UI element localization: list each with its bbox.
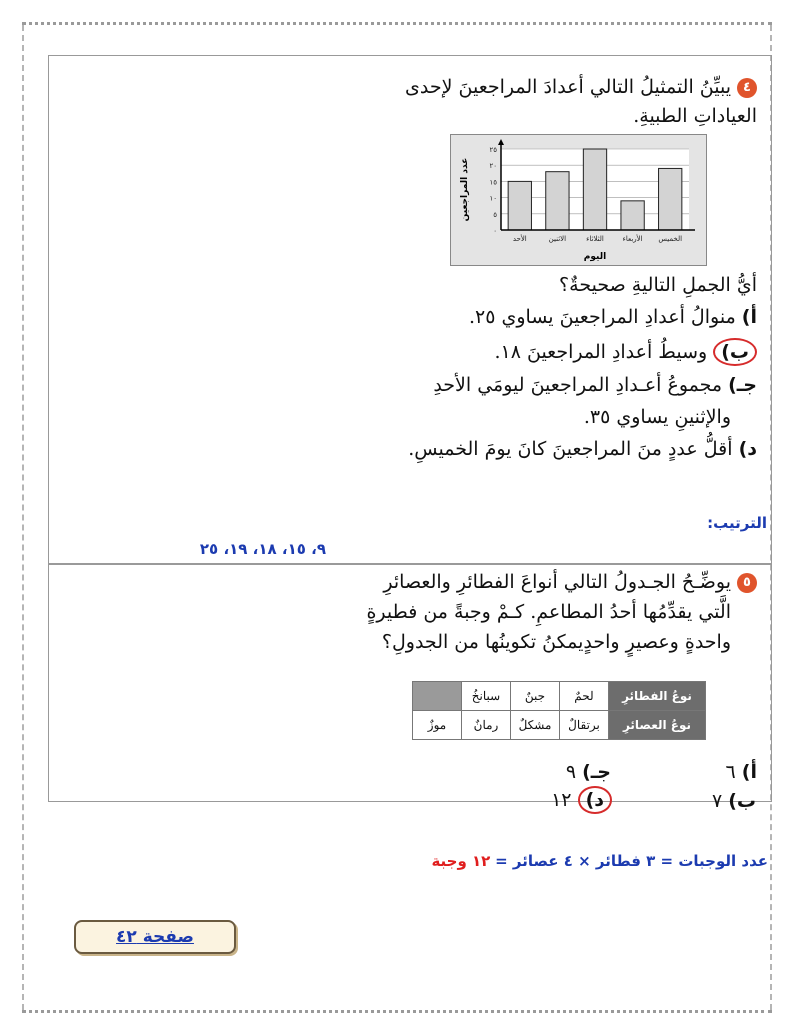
row-header-juices: نوعُ العصائرِ (609, 711, 706, 740)
q5-line-3: واحدةٍ وعصيرٍ واحدٍيمكنُ تكوينُها من الجدولِ؟ (381, 631, 731, 653)
q5-answer-d[interactable]: د) ١٢ (551, 786, 612, 814)
menu-table (412, 681, 706, 740)
y-tick-label: ٥ (493, 210, 497, 219)
table-cell: لحمٌ (560, 682, 609, 711)
q5-line-2: الَّتي يقدِّمُها أحدُ المطاعمِ. كـمْ وجبةً من فطيرةٍ (366, 601, 731, 623)
q5-line-1: ٥يوضِّـحُ الجـدولُ التالي أنواعَ الفطائرِ والعصائرِ (383, 571, 757, 593)
y-tick-label: ٢٠ (489, 162, 497, 171)
table-cell: سبانخُ (462, 682, 511, 711)
answer-circle: ب) (713, 338, 757, 366)
row-header-pies: نوعُ الفطائرِ (609, 682, 706, 711)
table-row (413, 682, 706, 711)
y-tick-label: ١٠ (489, 194, 497, 203)
q4-line-1: ٤يبيِّنُ التمثيلُ التالي أعدادَ المراجعينَ لإحدى (405, 76, 757, 98)
q4-option-d[interactable]: د) أقلُّ عددٍ منَ المراجعينَ كانَ يومَ الخميسِ. (408, 438, 757, 460)
q5-answer-b[interactable]: ب) ٧ (711, 790, 756, 812)
bar (508, 181, 531, 230)
q4-number-badge: ٤ (737, 78, 757, 98)
calculation-line (431, 852, 768, 870)
sort-values: ٩، ١٥، ١٨، ١٩، ٢٥ (199, 540, 326, 558)
table-cell: مشكلٌ (511, 711, 560, 740)
x-tick-label: الخميس (658, 235, 683, 243)
table-cell: رمانٌ (462, 711, 511, 740)
bar (583, 149, 606, 230)
calculation-result: ١٢ وجبة (431, 852, 491, 870)
x-tick-label: الأحد (512, 235, 527, 243)
table-cell: موزٌ (413, 711, 462, 740)
q4-option-a[interactable]: أ) منوالُ أعدادِ المراجعينَ يساوي ٢٥. (468, 306, 757, 328)
table-cell-empty (413, 682, 462, 711)
y-axis-label: عدد المراجعين (460, 157, 470, 222)
x-axis-label: اليوم (583, 252, 607, 262)
y-tick-label: ٢٥ (489, 146, 497, 154)
x-tick-label: الاثنين (548, 235, 567, 243)
question-4-box (48, 55, 772, 565)
y-axis-arrow (498, 139, 504, 145)
q5-answer-a[interactable]: أ) ٦ (725, 761, 757, 783)
y-tick-label: ١٥ (489, 178, 497, 187)
q5-number-badge: ٥ (737, 573, 757, 593)
x-tick-label: الثلاثاء (586, 235, 604, 243)
q4-option-b[interactable]: ب) وسيطُ أعدادِ المراجعينَ ١٨. (494, 338, 757, 366)
table-row (413, 711, 706, 740)
y-tick-label: ٠ (493, 227, 497, 235)
q4-line-2: العياداتِ الطبيةِ. (633, 105, 757, 127)
table-cell: جبنٌ (511, 682, 560, 711)
q4-option-c[interactable]: جـ) مجموعُ أعـدادِ المراجعينَ ليومَي الأحدِ (433, 374, 757, 396)
q4-option-c-cont: والإثنينِ يساوي ٣٥. (583, 406, 731, 428)
table-cell: برتقالٌ (560, 711, 609, 740)
q5-answer-c[interactable]: جـ) ٩ (565, 761, 611, 783)
bar-chart (450, 134, 707, 266)
question-5-box (48, 563, 772, 802)
page-number-button[interactable]: صفحة ٤٢ (74, 920, 236, 954)
calculation-text: عدد الوجبات = ٣ فطائر × ٤ عصائر = (495, 852, 768, 870)
answer-circle: د) (578, 786, 612, 814)
q4-question: أيُّ الجملِ التاليةِ صحيحةٌ؟ (559, 274, 757, 296)
sort-label: الترتيب: (707, 514, 767, 532)
bar-chart-svg (451, 135, 706, 265)
bar (621, 201, 644, 230)
bar (659, 168, 682, 230)
x-tick-label: الأربعاء (622, 235, 643, 243)
bar (546, 172, 569, 230)
